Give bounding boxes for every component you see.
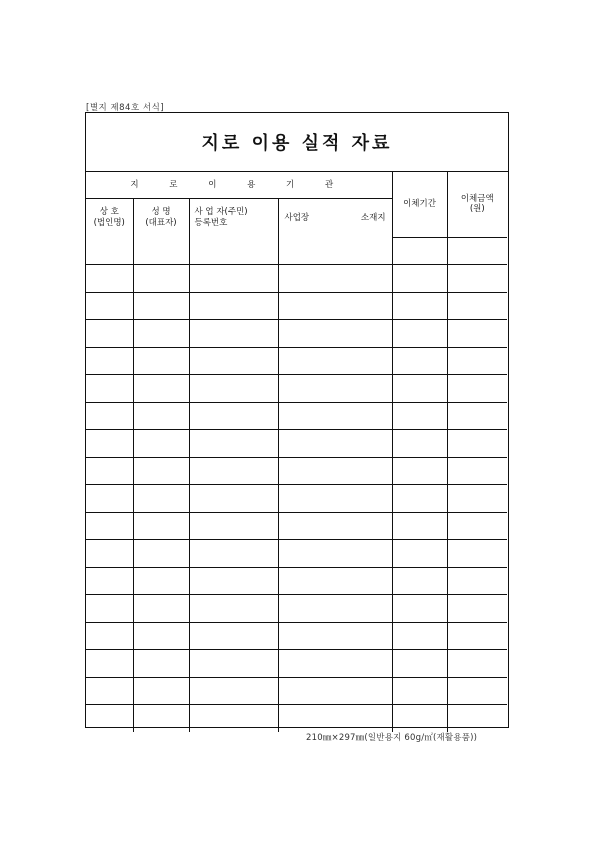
transfer-period-cell[interactable] (392, 402, 447, 430)
table-row (86, 650, 507, 678)
table-row (86, 265, 507, 293)
company-name-cell[interactable] (86, 512, 133, 540)
table-row (86, 622, 507, 650)
representative-cell[interactable] (133, 677, 189, 705)
business-location-cell[interactable] (278, 265, 392, 293)
header-company-line2: (법인명) (93, 218, 125, 228)
company-name-cell[interactable] (86, 457, 133, 485)
representative-cell[interactable] (133, 457, 189, 485)
representative-cell[interactable] (133, 347, 189, 375)
registration-number-cell[interactable] (189, 622, 278, 650)
table-row (86, 512, 507, 540)
table-row (86, 677, 507, 705)
table-row (86, 347, 507, 375)
registration-number-cell[interactable] (189, 540, 278, 568)
transfer-period-cell[interactable] (392, 320, 447, 348)
form-title: 지로 이용 실적 자료 (201, 133, 393, 154)
registration-number-cell[interactable] (189, 485, 278, 513)
transfer-amount-cell[interactable] (447, 540, 507, 568)
transfer-period-cell[interactable] (392, 292, 447, 320)
transfer-period-cell[interactable] (392, 430, 447, 458)
header-company-name (86, 199, 133, 238)
table-row (86, 430, 507, 458)
table-row (86, 320, 507, 348)
company-name-cell[interactable] (86, 622, 133, 650)
company-name-cell[interactable] (86, 485, 133, 513)
registration-number-cell[interactable] (189, 457, 278, 485)
company-name-cell[interactable] (86, 540, 133, 568)
header-business-location (278, 199, 392, 238)
transfer-amount-cell[interactable] (447, 567, 507, 595)
representative-cell[interactable] (133, 595, 189, 623)
representative-cell[interactable] (133, 485, 189, 513)
usage-table (86, 172, 507, 732)
transfer-period-cell[interactable] (392, 705, 447, 732)
business-location-cell[interactable] (278, 292, 392, 320)
representative-cell[interactable] (133, 402, 189, 430)
registration-number-cell[interactable] (189, 430, 278, 458)
table-row (86, 705, 507, 732)
transfer-period-cell[interactable] (392, 347, 447, 375)
title-area (86, 113, 508, 172)
business-location-cell[interactable] (278, 237, 392, 265)
transfer-amount-cell[interactable] (447, 650, 507, 678)
transfer-amount-cell[interactable] (447, 677, 507, 705)
company-name-cell[interactable] (86, 650, 133, 678)
registration-number-cell[interactable] (189, 237, 278, 265)
business-location-cell[interactable] (278, 402, 392, 430)
business-location-cell[interactable] (278, 650, 392, 678)
paper-spec-footer: 210㎜×297㎜(일반용지 60g/㎡(재활용품)) (306, 733, 478, 743)
transfer-amount-cell[interactable] (447, 622, 507, 650)
table-row (86, 457, 507, 485)
transfer-amount-cell[interactable] (447, 237, 507, 265)
header-representative (133, 199, 189, 238)
header-amount-line1: 이체금액 (460, 193, 494, 204)
business-location-cell[interactable] (278, 540, 392, 568)
header-rep-line1: 성 명 (151, 207, 171, 218)
transfer-period-cell[interactable] (392, 512, 447, 540)
header-amount-line2: (원) (469, 204, 485, 215)
header-transfer-period-label: 이체기간 (403, 198, 436, 209)
table-row (86, 485, 507, 513)
business-location-cell[interactable] (278, 430, 392, 458)
transfer-amount-cell[interactable] (447, 292, 507, 320)
business-location-cell[interactable] (278, 457, 392, 485)
business-location-cell[interactable] (278, 622, 392, 650)
header-location-right: 소재지 (360, 212, 386, 223)
header-reg-line1: 사 업 자(주민) (194, 207, 248, 218)
header-transfer-amount (447, 172, 507, 237)
business-location-cell[interactable] (278, 375, 392, 403)
registration-number-cell[interactable] (189, 347, 278, 375)
representative-cell[interactable] (133, 237, 189, 265)
registration-number-cell[interactable] (189, 320, 278, 348)
transfer-amount-cell[interactable] (447, 485, 507, 513)
transfer-period-cell[interactable] (392, 595, 447, 623)
representative-cell[interactable] (133, 512, 189, 540)
company-name-cell[interactable] (86, 705, 133, 732)
registration-number-cell[interactable] (189, 292, 278, 320)
table-row (86, 567, 507, 595)
transfer-period-cell[interactable] (392, 677, 447, 705)
transfer-period-cell[interactable] (392, 567, 447, 595)
company-name-cell[interactable] (86, 430, 133, 458)
table-row (86, 237, 507, 265)
transfer-amount-cell[interactable] (447, 320, 507, 348)
transfer-amount-cell[interactable] (447, 595, 507, 623)
transfer-amount-cell[interactable] (447, 402, 507, 430)
transfer-amount-cell[interactable] (447, 430, 507, 458)
company-name-cell[interactable] (86, 595, 133, 623)
transfer-amount-cell[interactable] (447, 705, 507, 732)
table-row (86, 402, 507, 430)
registration-number-cell[interactable] (189, 402, 278, 430)
header-registration-number (189, 199, 278, 238)
company-name-cell[interactable] (86, 677, 133, 705)
transfer-amount-cell[interactable] (447, 375, 507, 403)
registration-number-cell[interactable] (189, 375, 278, 403)
registration-number-cell[interactable] (189, 650, 278, 678)
transfer-period-cell[interactable] (392, 265, 447, 293)
transfer-amount-cell[interactable] (447, 512, 507, 540)
registration-number-cell[interactable] (189, 567, 278, 595)
business-location-cell[interactable] (278, 595, 392, 623)
transfer-period-cell[interactable] (392, 457, 447, 485)
representative-cell[interactable] (133, 540, 189, 568)
transfer-period-cell[interactable] (392, 375, 447, 403)
header-transfer-period (392, 172, 447, 237)
registration-number-cell[interactable] (189, 705, 278, 732)
company-name-cell[interactable] (86, 347, 133, 375)
transfer-amount-cell[interactable] (447, 265, 507, 293)
company-name-cell[interactable] (86, 237, 133, 265)
representative-cell[interactable] (133, 705, 189, 732)
registration-number-cell[interactable] (189, 265, 278, 293)
registration-number-cell[interactable] (189, 512, 278, 540)
business-location-cell[interactable] (278, 347, 392, 375)
representative-cell[interactable] (133, 622, 189, 650)
representative-cell[interactable] (133, 292, 189, 320)
transfer-period-cell[interactable] (392, 237, 447, 265)
header-rep-line2: (대표자) (145, 218, 177, 228)
group-header-giro-user: 지 로 이 용 기 관 (86, 172, 392, 199)
company-name-cell[interactable] (86, 320, 133, 348)
company-name-cell[interactable] (86, 265, 133, 293)
business-location-cell[interactable] (278, 320, 392, 348)
header-company-line1: 상 호 (99, 207, 119, 218)
representative-cell[interactable] (133, 567, 189, 595)
business-location-cell[interactable] (278, 512, 392, 540)
table-row (86, 292, 507, 320)
header-location-left: 사업장 (284, 212, 310, 223)
transfer-period-cell[interactable] (392, 650, 447, 678)
company-name-cell[interactable] (86, 292, 133, 320)
representative-cell[interactable] (133, 320, 189, 348)
business-location-cell[interactable] (278, 567, 392, 595)
business-location-cell[interactable] (278, 485, 392, 513)
registration-number-cell[interactable] (189, 595, 278, 623)
company-name-cell[interactable] (86, 402, 133, 430)
business-location-cell[interactable] (278, 677, 392, 705)
transfer-amount-cell[interactable] (447, 457, 507, 485)
header-reg-line2: 등록번호 (194, 218, 228, 228)
transfer-period-cell[interactable] (392, 622, 447, 650)
representative-cell[interactable] (133, 430, 189, 458)
representative-cell[interactable] (133, 265, 189, 293)
company-name-cell[interactable] (86, 567, 133, 595)
transfer-period-cell[interactable] (392, 540, 447, 568)
business-location-cell[interactable] (278, 705, 392, 732)
registration-number-cell[interactable] (189, 677, 278, 705)
table-row (86, 375, 507, 403)
transfer-amount-cell[interactable] (447, 347, 507, 375)
table-body (86, 237, 507, 732)
form-frame (85, 112, 509, 728)
company-name-cell[interactable] (86, 375, 133, 403)
form-number-label: [별지 제84호 서식] (86, 103, 165, 113)
transfer-period-cell[interactable] (392, 485, 447, 513)
representative-cell[interactable] (133, 650, 189, 678)
table-row (86, 595, 507, 623)
representative-cell[interactable] (133, 375, 189, 403)
table-row (86, 540, 507, 568)
